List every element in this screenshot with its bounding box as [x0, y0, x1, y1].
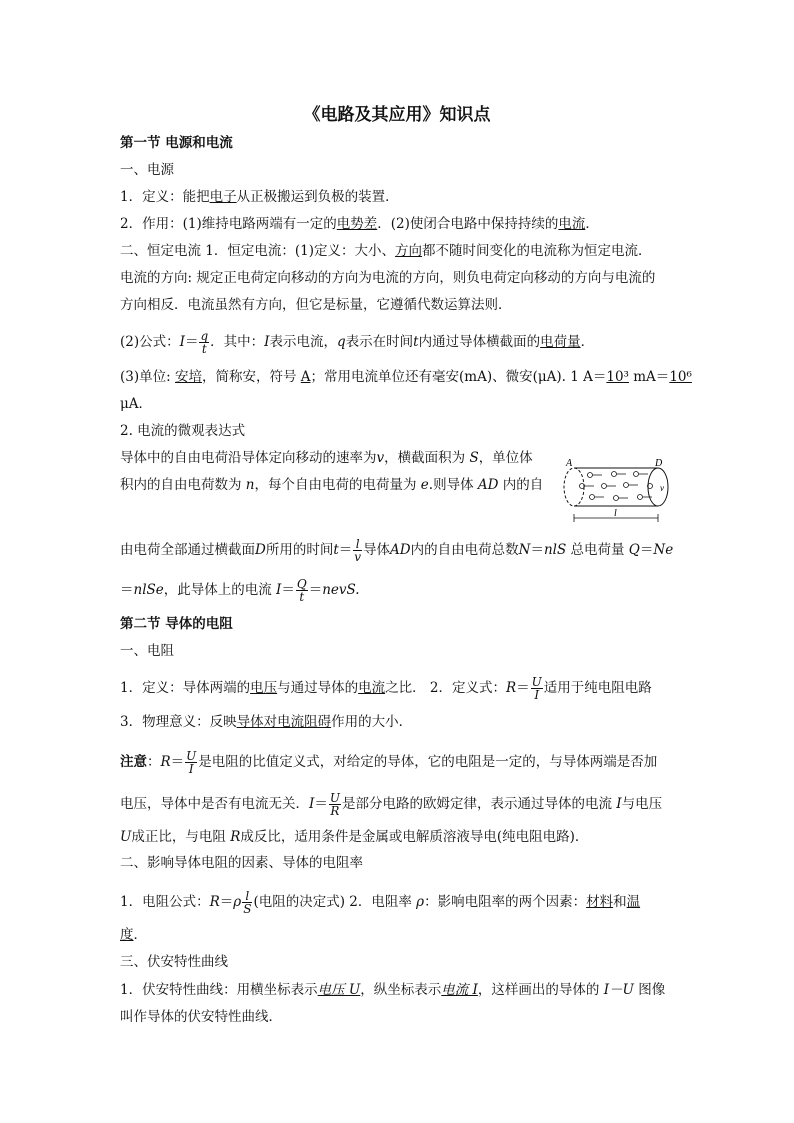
- key-term: 电势差: [336, 216, 378, 232]
- subsection-heading: 2. 电流的微观表达式: [120, 423, 246, 439]
- key-term: 电压: [250, 680, 278, 696]
- function-line: [120, 215, 599, 233]
- law-line: [120, 890, 640, 915]
- text: 作用的大小．: [331, 714, 413, 730]
- fraction: [531, 676, 543, 701]
- charge-carriers: [580, 472, 653, 501]
- var: Q: [628, 542, 640, 558]
- text: 所用的时间: [265, 542, 334, 558]
- label-l: l: [614, 508, 617, 519]
- label-d: D: [655, 458, 663, 469]
- text: ＝: [170, 754, 185, 770]
- text: 成反比，适用条件是金属或电解质溶液导电(纯电阻电路)．: [240, 829, 589, 845]
- meaning-line: [120, 713, 412, 731]
- text: ＝: [219, 894, 234, 910]
- text: (3)单位:: [120, 369, 175, 385]
- key-term: 材料: [586, 894, 614, 910]
- note-line: [120, 828, 588, 846]
- var: I: [616, 796, 622, 812]
- text: ，这样画出的导体的: [477, 982, 604, 998]
- key-term: 10³: [606, 369, 629, 385]
- denominator: R: [330, 804, 340, 818]
- text: ．: [580, 334, 595, 350]
- text: ．: [133, 927, 147, 943]
- var: q: [337, 334, 346, 350]
- var: R: [505, 680, 517, 696]
- text: 与电压: [621, 796, 663, 812]
- fraction: [242, 890, 252, 915]
- denominator: v: [354, 550, 362, 564]
- text: 内的自由电荷总数: [410, 542, 519, 558]
- text: ＝: [314, 796, 328, 812]
- text: 总电荷量: [566, 542, 629, 558]
- constant-current-line: [120, 242, 652, 260]
- text: 由电荷全部通过横截面: [120, 542, 255, 558]
- var: I: [264, 334, 270, 350]
- subsection-heading: 一、电阻: [120, 643, 174, 659]
- label-v: v: [660, 483, 664, 493]
- numerator: U: [186, 749, 197, 763]
- fraction: [296, 578, 308, 603]
- note-line: [120, 792, 662, 817]
- text: mA＝: [628, 369, 670, 385]
- denominator: I: [534, 688, 540, 702]
- var: nevS.: [322, 582, 360, 598]
- cross-section-d: [648, 468, 668, 506]
- fraction: [329, 792, 341, 817]
- text: ．: [585, 216, 599, 232]
- key-term: 电流: [358, 680, 386, 696]
- paragraph-line: [120, 476, 543, 494]
- text: ，横截面积为: [384, 450, 470, 466]
- text: 和: [613, 894, 627, 910]
- var: nlS: [543, 542, 567, 558]
- numerator: l: [242, 890, 252, 903]
- text: .则导体: [428, 477, 478, 493]
- paragraph-line: 方向相反．电流虽然有方向，但它是标量，它遵循代数运算法则．: [120, 297, 512, 313]
- text: 二、恒定电流 1．恒定电流：(1)定义：大小、: [120, 243, 396, 259]
- var: t: [333, 542, 339, 558]
- var: R: [160, 754, 171, 770]
- text: ，纵坐标表示: [360, 982, 442, 998]
- subsection-heading: 一、电源: [120, 162, 174, 178]
- text: 电压，导体中是否有电流无关．: [120, 796, 309, 812]
- paragraph-line: 电流的方向: 规定正电荷定向移动的方向为电流的方向，则负电荷定向移动的方向与电流的: [120, 270, 656, 286]
- key-term: 方向: [395, 243, 423, 259]
- key-term: 电流: [558, 216, 586, 232]
- text: 内的自: [498, 477, 544, 493]
- section-heading: 第二节 导体的电阻: [120, 616, 233, 632]
- var: t: [413, 334, 419, 350]
- var: I－U: [603, 982, 634, 998]
- denominator: I: [188, 762, 194, 776]
- text: 适用于纯电阻电路: [543, 680, 652, 696]
- text: 3．物理意义：反映: [120, 714, 237, 730]
- text: (2)公式：: [120, 334, 180, 350]
- numerator: l: [353, 538, 362, 551]
- subsection-heading: 二、影响导体电阻的因素、导体的电阻率: [120, 855, 363, 871]
- text: ．(2)使闭合电路中保持持续的: [377, 216, 559, 232]
- text: ＝: [639, 542, 654, 558]
- text: 2．作用：(1)维持电路两端有一定的: [120, 216, 337, 232]
- denominator: t: [299, 590, 305, 604]
- var: R: [230, 829, 241, 845]
- var: e: [420, 477, 429, 493]
- var: v: [376, 450, 385, 466]
- text: 导体: [363, 542, 391, 558]
- text: 1．电阻公式：: [120, 894, 210, 910]
- text: 与通过导体的: [277, 680, 359, 696]
- text: ＝: [530, 542, 544, 558]
- definition-line: [120, 676, 652, 701]
- text: ＝: [308, 582, 323, 598]
- text: 之比． 2．定义式：: [385, 680, 506, 696]
- denominator: t: [201, 342, 207, 356]
- page-title: 《电路及其应用》知识点: [303, 105, 491, 125]
- section-heading: 第一节 电源和电流: [120, 135, 233, 151]
- text: ，简称安，符号: [201, 369, 301, 385]
- var: ρ: [233, 894, 242, 910]
- law-line-2: [120, 926, 147, 944]
- text: ＝: [516, 680, 530, 696]
- key-term: 电子: [209, 189, 237, 205]
- text: 都不随时间变化的电流称为恒定电流．: [422, 243, 652, 259]
- var: U: [120, 829, 132, 845]
- key-term: A: [300, 369, 311, 385]
- label-a: A: [566, 458, 573, 469]
- unit-line-2: μA．: [120, 396, 153, 412]
- key-term: 电流 I: [441, 982, 478, 998]
- fraction: [185, 750, 197, 775]
- paragraph-line: [120, 578, 360, 603]
- var: nlSe: [133, 582, 164, 598]
- conductor-diagram: [556, 456, 676, 528]
- text: ．其中：: [210, 334, 265, 350]
- text: (电阻的决定式) 2．电阻率: [253, 894, 417, 910]
- text: ，单位体: [478, 450, 533, 466]
- text: 1．定义：导体两端的: [120, 680, 251, 696]
- iv-line-2: 叫作导体的伏安特性曲线．: [120, 1009, 282, 1025]
- text: 表示电流，: [269, 334, 337, 350]
- var: Ne: [653, 542, 674, 558]
- text: 1．伏安特性曲线：用横坐标表示: [120, 982, 318, 998]
- text: 表示在时间: [345, 334, 414, 350]
- var: R: [209, 894, 220, 910]
- var: I: [179, 334, 185, 350]
- numerator: q: [200, 329, 209, 343]
- text: ，每个自由电荷的电荷量为: [254, 477, 421, 493]
- text: 图像: [633, 982, 666, 998]
- note-line: [120, 750, 657, 775]
- var: S: [469, 450, 479, 466]
- denominator: S: [243, 902, 252, 916]
- text: ；常用电流单位还有毫安(mA)、微安(μA). 1 A＝: [310, 369, 607, 385]
- numerator: U: [531, 675, 542, 689]
- key-term: 10⁶: [669, 369, 692, 385]
- key-term: 电压 U: [317, 982, 361, 998]
- var: N: [518, 542, 531, 558]
- var: AD: [390, 542, 411, 558]
- paragraph-line: [120, 449, 533, 467]
- text: ＝: [338, 542, 353, 558]
- key-term: 温: [626, 894, 641, 910]
- text: 1．定义：能把: [120, 189, 210, 205]
- text: 是部分电路的欧姆定律，表示通过导体的电流: [341, 796, 617, 812]
- formula-line: [120, 330, 594, 355]
- var: ρ: [416, 894, 425, 910]
- text: ，此导体上的电流: [163, 582, 277, 598]
- text: ＝: [281, 582, 295, 598]
- key-term: 度: [120, 927, 134, 943]
- text: ：影响电阻率的两个因素：: [424, 894, 587, 910]
- var: I: [309, 796, 315, 812]
- key-term: 导体对电流阻碍: [236, 714, 332, 730]
- subsection-heading: 三、伏安特性曲线: [120, 954, 228, 970]
- fraction: [199, 330, 209, 355]
- numerator: Q: [296, 577, 307, 591]
- text: ：: [147, 754, 161, 770]
- unit-line: [120, 368, 692, 386]
- numerator: U: [329, 791, 340, 805]
- text: 成正比，与电阻: [131, 829, 231, 845]
- key-term: 电荷量: [540, 334, 581, 350]
- text: 导体中的自由电荷沿导体定向移动的速率为: [120, 450, 377, 466]
- text: ＝: [184, 334, 199, 350]
- key-term: 安培: [174, 369, 202, 385]
- text: ＝: [120, 582, 134, 598]
- text: 从正极搬运到负极的装置．: [236, 189, 399, 205]
- var: I: [276, 582, 282, 598]
- paragraph-line: [120, 538, 673, 563]
- var: AD: [477, 477, 499, 493]
- var: D: [255, 542, 266, 558]
- iv-line: [120, 981, 665, 999]
- text: 内通过导体横截面的: [418, 334, 541, 350]
- note-label: 注意: [120, 754, 147, 770]
- definition-line: [120, 188, 399, 206]
- cross-section-a: [564, 468, 584, 506]
- text: 积内的自由电荷数为: [120, 477, 246, 493]
- text: 是电阻的比值定义式，对给定的导体，它的电阻是一定的，与导体两端是否加: [198, 754, 658, 770]
- fraction: [353, 538, 362, 563]
- var: n: [245, 477, 255, 493]
